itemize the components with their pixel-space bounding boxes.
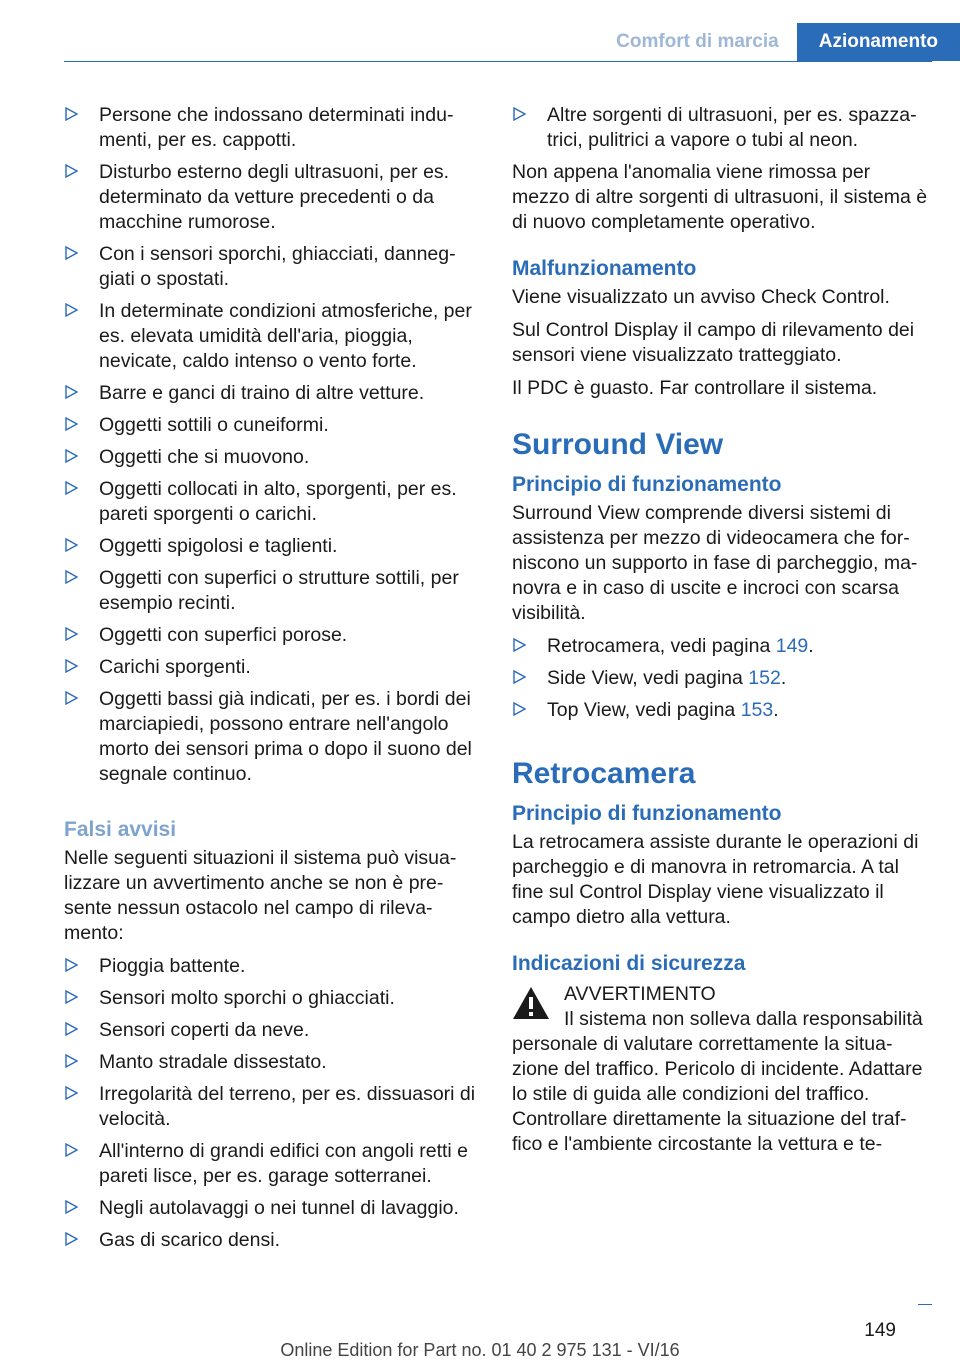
list-item xyxy=(64,1082,482,1139)
reference-text: Top View, vedi pagina xyxy=(547,699,741,721)
false-warnings-list xyxy=(64,954,482,1260)
bullet-triangle-icon xyxy=(64,691,78,705)
list-item xyxy=(64,381,482,413)
safety-heading: Indicazioni di sicurezza xyxy=(512,952,746,975)
reference-item xyxy=(512,698,930,730)
retrocamera-title: Retrocamera xyxy=(512,757,696,790)
reference-text: Retrocamera, vedi pagina xyxy=(547,635,776,657)
list-item-text: Disturbo esterno degli ultrasuoni, per es. determinato da vetture precedenti o da macchine rumorose. xyxy=(99,161,450,233)
header-tabs xyxy=(598,23,960,61)
tab-section: Comfort di marcia xyxy=(598,23,797,61)
list-item xyxy=(64,1196,482,1228)
list-item xyxy=(64,242,482,299)
limits-list xyxy=(64,103,482,794)
bullet-triangle-icon xyxy=(64,1200,78,1214)
bullet-triangle-icon xyxy=(64,659,78,673)
list-item xyxy=(64,103,482,160)
bullet-triangle-icon xyxy=(64,1232,78,1246)
list-item xyxy=(64,445,482,477)
surround-view-title: Surround View xyxy=(512,428,724,461)
surround-view-references xyxy=(512,634,930,730)
list-item xyxy=(64,534,482,566)
warning-text: Il sistema non solleva dalla responsabilità personale di valutare correttamente la situazione del traffico. Pericolo di incidente. Adattare lo stile di guida alle condizioni del traffico. Controllare direttamente la situazione del traffico e l'ambiente circostante la vettura e te- xyxy=(512,1008,923,1155)
resume-paragraph: Non appena l'anomalia viene rimossa per mezzo di altre sorgenti di ultrasuoni, il sistema è di nuovo completamente operativo. xyxy=(512,161,928,233)
ultrasound-sources-list xyxy=(512,103,930,160)
malfunction-text-3: Il PDC è guasto. Far controllare il sistema. xyxy=(512,377,878,399)
bullet-triangle-icon xyxy=(64,1086,78,1100)
reference-item xyxy=(512,634,930,666)
reference-item xyxy=(512,666,930,698)
list-item-text: Oggetti con superfici o strutture sottili, per esempio recinti. xyxy=(99,567,459,614)
list-item-text: Barre e ganci di traino di altre vetture. xyxy=(99,382,425,404)
list-item xyxy=(64,1228,482,1260)
list-item-text: Con i sensori sporchi, ghiacciati, danneggiati o spostati. xyxy=(99,243,456,290)
list-item xyxy=(64,623,482,655)
list-item xyxy=(64,687,482,794)
list-item xyxy=(64,1050,482,1082)
bullet-triangle-icon xyxy=(64,958,78,972)
right-column xyxy=(512,103,930,1157)
bullet-triangle-icon xyxy=(64,990,78,1004)
retrocamera-subheading: Principio di funzionamento xyxy=(512,802,782,825)
list-item-text: Oggetti collocati in alto, sporgenti, per es. pareti sporgenti o carichi. xyxy=(99,478,457,525)
list-item xyxy=(64,299,482,381)
page-reference-link[interactable]: 152 xyxy=(748,667,781,689)
bullet-triangle-icon xyxy=(512,107,526,121)
warning-title: AVVERTIMENTO xyxy=(564,983,716,1005)
list-item-text: Carichi sporgenti. xyxy=(99,656,251,678)
bullet-triangle-icon xyxy=(64,1022,78,1036)
warning-triangle-icon xyxy=(512,986,550,1020)
bullet-triangle-icon xyxy=(64,107,78,121)
list-item xyxy=(64,655,482,687)
page-reference-link[interactable]: 149 xyxy=(775,635,809,657)
surround-view-subheading: Principio di funzionamento xyxy=(512,473,782,496)
list-item xyxy=(64,1139,482,1196)
malfunction-text-2: Sul Control Display il campo di rilevamento dei sensori viene visualizzato tratteggiato. xyxy=(512,319,915,366)
bullet-triangle-icon xyxy=(64,385,78,399)
warning-block xyxy=(512,982,930,1157)
list-item-text: Pioggia battente. xyxy=(99,955,246,977)
list-item-text: Sensori coperti da neve. xyxy=(99,1019,310,1041)
list-item xyxy=(512,103,930,160)
list-item xyxy=(64,986,482,1018)
bullet-triangle-icon xyxy=(64,303,78,317)
left-column xyxy=(64,103,482,1260)
bullet-triangle-icon xyxy=(64,164,78,178)
bullet-triangle-icon xyxy=(64,570,78,584)
bullet-triangle-icon xyxy=(64,1054,78,1068)
list-item-text: Oggetti che si muovono. xyxy=(99,446,310,468)
list-item-text: In determinate condizioni atmosferiche, per es. elevata umidità dell'aria, pioggia, nevicate, caldo intenso o vento forte. xyxy=(99,300,472,372)
list-item-text: Sensori molto sporchi o ghiacciati. xyxy=(99,987,395,1009)
bullet-triangle-icon xyxy=(64,417,78,431)
list-item-text: Irregolarità del terreno, per es. dissuasori di velocità. xyxy=(99,1083,476,1130)
list-item xyxy=(64,566,482,623)
page-reference-link[interactable]: 153 xyxy=(740,699,774,721)
header-rule xyxy=(64,61,932,62)
retrocamera-text: La retrocamera assiste durante le operazioni di parcheggio e di manovra in retromarcia. A tal fine sul Control Display viene visualizzato il campo dietro alla vettura. xyxy=(512,831,919,928)
bullet-triangle-icon xyxy=(64,538,78,552)
list-item-text: Manto stradale dissestato. xyxy=(99,1051,327,1073)
bullet-triangle-icon xyxy=(512,670,526,684)
list-item-text: Negli autolavaggi o nei tunnel di lavaggio. xyxy=(99,1197,459,1219)
list-item-text: Oggetti con superfici porose. xyxy=(99,624,348,646)
list-item xyxy=(64,1018,482,1050)
bullet-triangle-icon xyxy=(64,246,78,260)
surround-view-text: Surround View comprende diversi sistemi di assistenza per mezzo di videocamera che forniscono un supporto in fase di parcheggio, manovra e in caso di uscite e incroci con scarsa visibilità. xyxy=(512,502,918,624)
falsi-avvisi-intro: Nelle seguenti situazioni il sistema può visualizzare un avvertimento anche se non è presente nessun ostacolo nel campo di rilevamento: xyxy=(64,847,457,944)
bullet-triangle-icon xyxy=(512,702,526,716)
bullet-triangle-icon xyxy=(64,449,78,463)
list-item-text: Altre sorgenti di ultrasuoni, per es. spazzatrici, pulitrici a vapore o tubi al neon. xyxy=(547,104,917,151)
page-number: 149 xyxy=(864,1320,896,1341)
reference-end: . xyxy=(773,699,779,721)
falsi-avvisi-heading: Falsi avvisi xyxy=(64,818,177,841)
list-item-text: All'interno di grandi edifici con angoli retti e pareti lisce, per es. garage sotterranei. xyxy=(99,1140,469,1187)
reference-end: . xyxy=(780,667,787,689)
list-item xyxy=(64,477,482,534)
bullet-triangle-icon xyxy=(64,627,78,641)
malfunction-text-1: Viene visualizzato un avviso Check Control. xyxy=(512,286,890,308)
bullet-triangle-icon xyxy=(64,1143,78,1157)
list-item-text: Gas di scarico densi. xyxy=(99,1229,280,1251)
list-item xyxy=(64,954,482,986)
list-item-text: Persone che indossano determinati indumenti, per es. cappotti. xyxy=(99,104,454,151)
reference-text: Side View, vedi pagina xyxy=(547,667,749,689)
footer-edition: Online Edition for Part no. 01 40 2 975 131 - VI/16 xyxy=(280,1340,680,1360)
list-item xyxy=(64,160,482,242)
reference-end: . xyxy=(808,635,814,657)
footer-rule xyxy=(918,1304,932,1305)
list-item-text: Oggetti sottili o cuneiformi. xyxy=(99,414,329,436)
list-item xyxy=(64,413,482,445)
list-item-text: Oggetti bassi già indicati, per es. i bordi dei marciapiedi, possono entrare nell'angolo morto dei sensori prima o dopo il suono del segnale continuo. xyxy=(99,688,472,785)
tab-chapter: Azionamento xyxy=(797,23,960,61)
malfunction-heading: Malfunzionamento xyxy=(512,257,697,280)
bullet-triangle-icon xyxy=(64,481,78,495)
bullet-triangle-icon xyxy=(512,638,526,652)
list-item-text: Oggetti spigolosi e taglienti. xyxy=(99,535,338,557)
